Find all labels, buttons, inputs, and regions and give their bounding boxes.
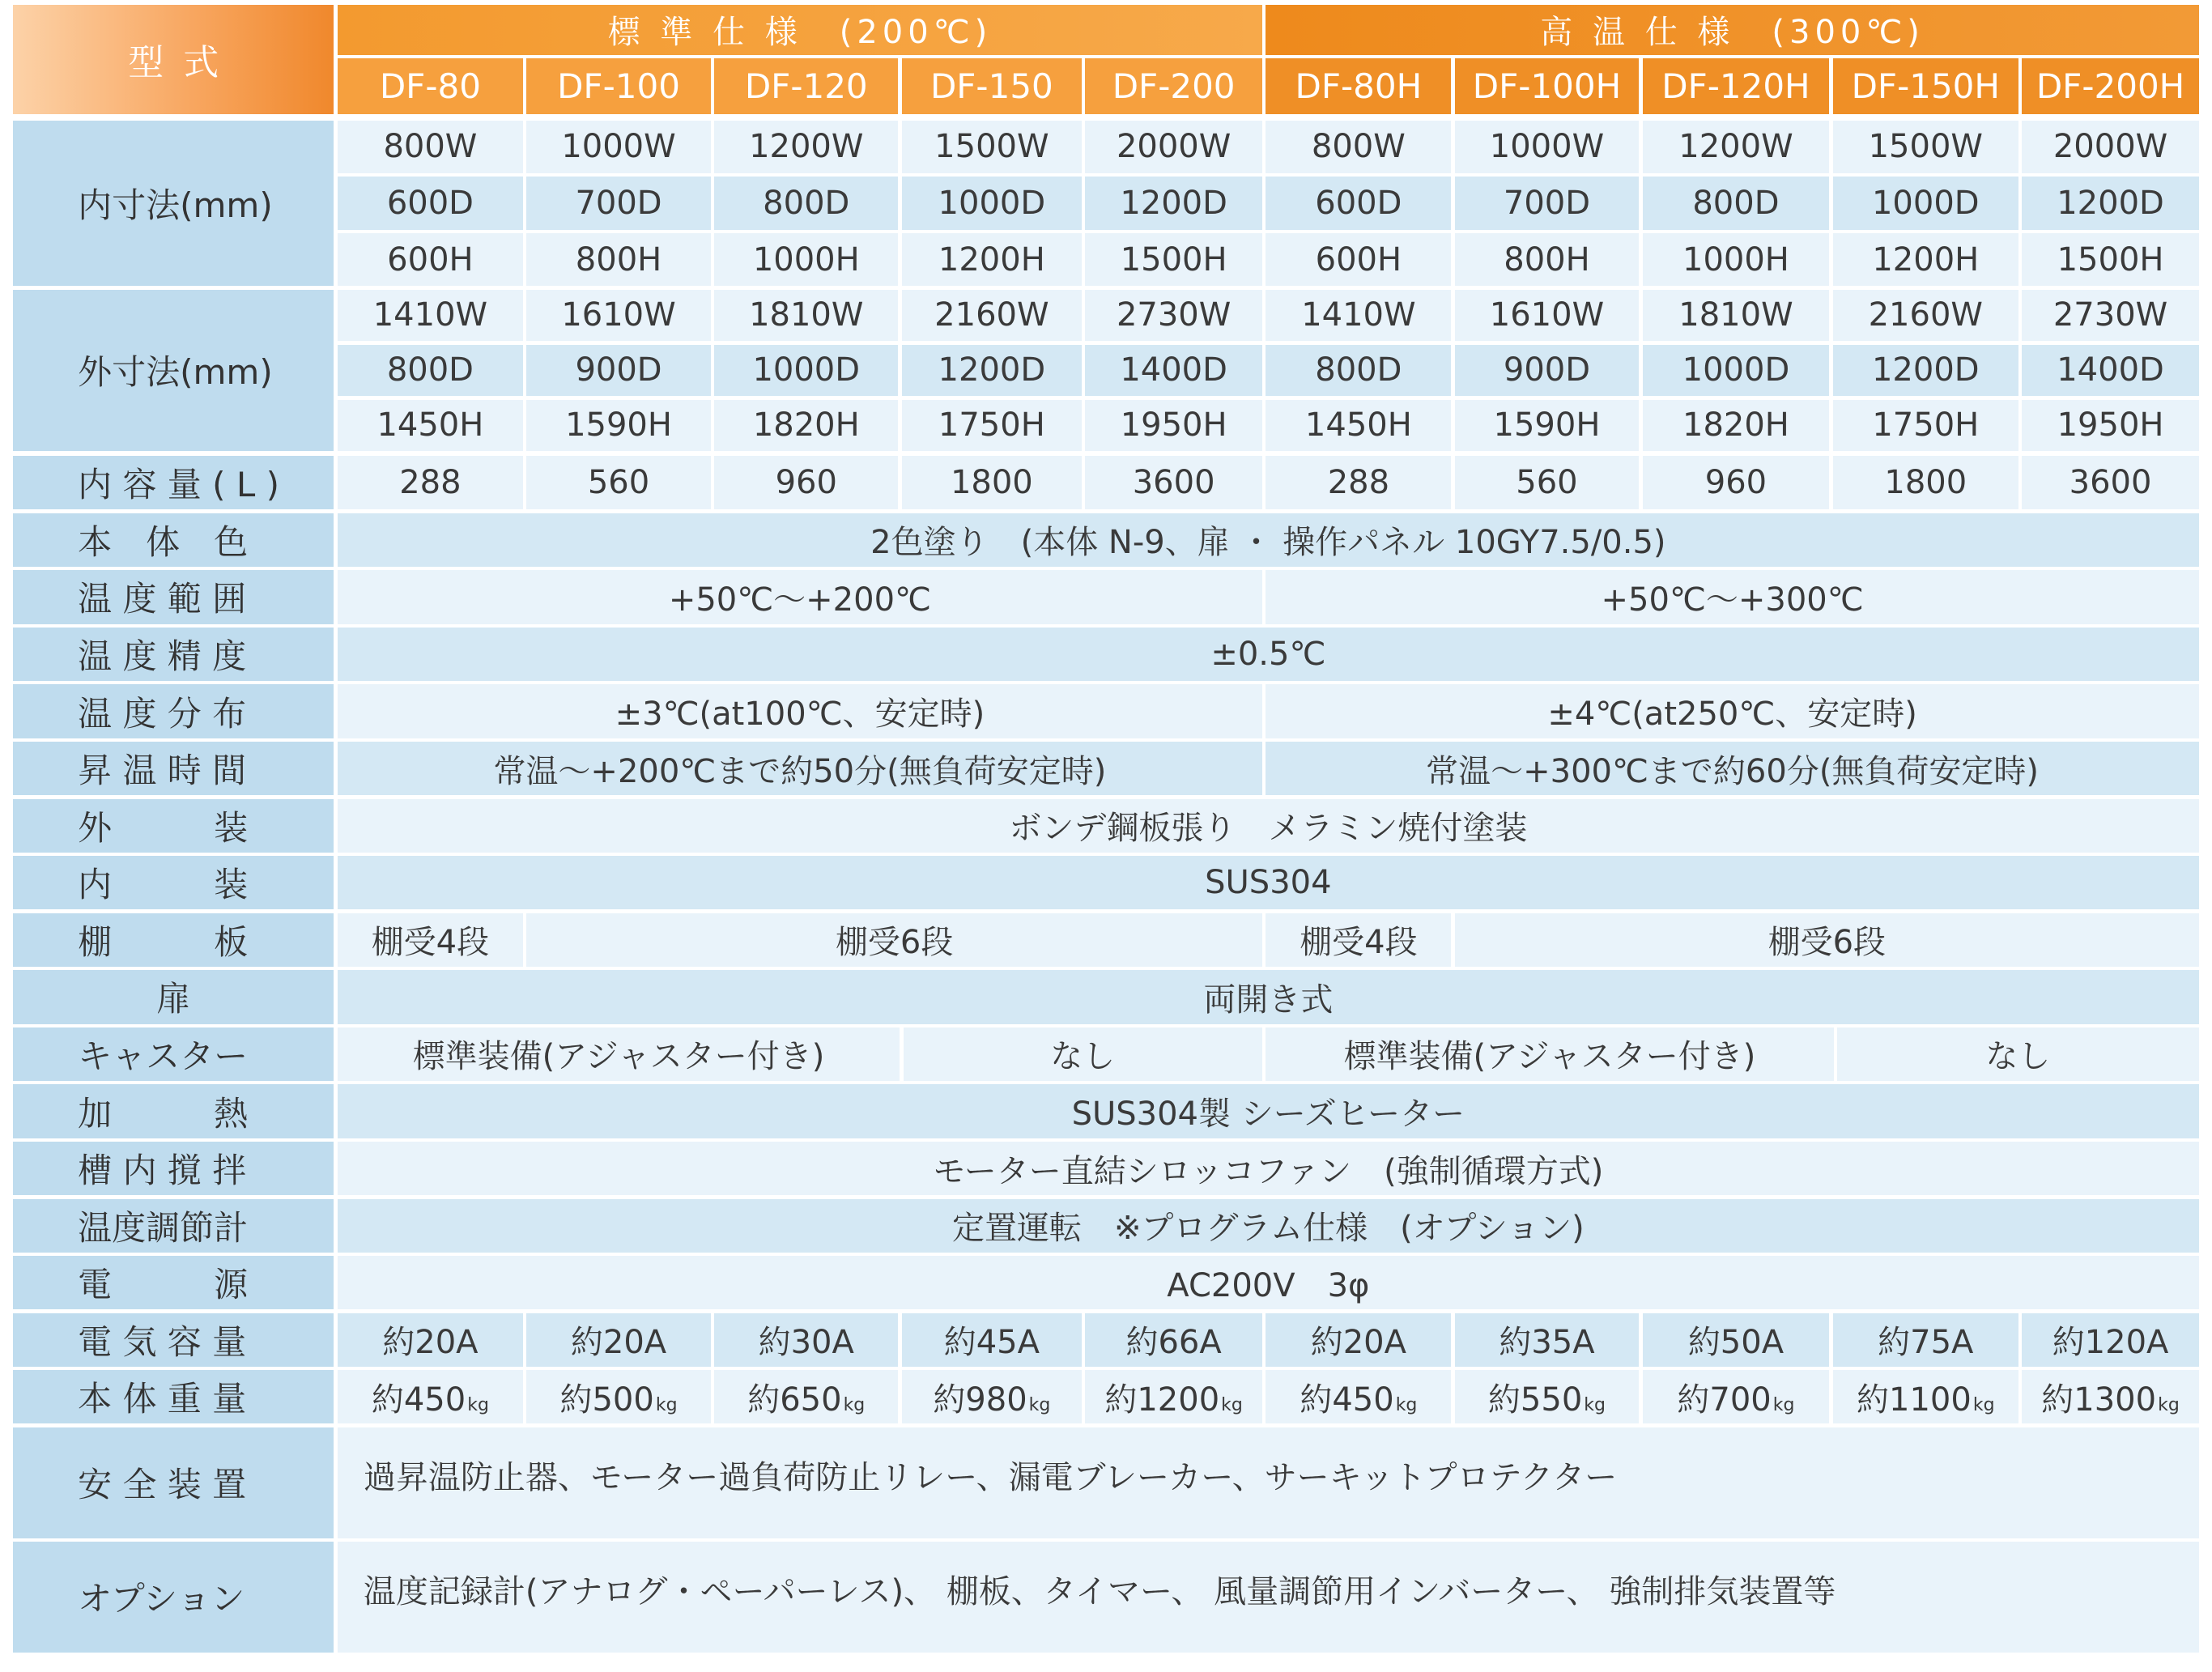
- weight-number: 約500: [559, 1381, 654, 1419]
- power-capacity-value: 約45A: [902, 1313, 1082, 1367]
- inner-dimensions-value: 600H: [1266, 233, 1451, 286]
- model-header: 型式: [13, 5, 334, 114]
- weight-unit: kg: [1028, 1395, 1051, 1416]
- power-capacity-value: 約75A: [1833, 1313, 2018, 1367]
- outer-dimensions-value: 1820H: [714, 400, 898, 452]
- outer-dimensions-value: 2160W: [902, 290, 1082, 342]
- inner-dimensions-value: 2000W: [2022, 121, 2199, 173]
- weight-number: 約450: [1300, 1381, 1394, 1419]
- model-name-cell: DF-150: [902, 58, 1082, 114]
- door-label: 扉: [13, 970, 334, 1023]
- inner-dimensions-value: 1000W: [526, 121, 710, 173]
- weight-unit: kg: [1972, 1395, 1995, 1416]
- weight-unit: kg: [1584, 1395, 1606, 1416]
- weight-number: 約1200: [1104, 1381, 1220, 1419]
- outer-dimensions-value: 800D: [338, 345, 523, 397]
- interior-label: 内 装: [13, 856, 334, 909]
- inner-dimensions-label: 内寸法(mm): [13, 121, 334, 287]
- inner-dimensions-value: 1000H: [714, 233, 898, 286]
- caster-label: キャスター: [13, 1027, 334, 1081]
- power-label: 電 源: [13, 1256, 334, 1309]
- shelf-std-small: 棚受4段: [338, 913, 523, 967]
- option-value: 温度記録計(アナログ・ペーパーレス)、 棚板、タイマー、 風量調節用インバーター、 強制排気装置等: [338, 1542, 2199, 1653]
- capacity-value: 3600: [1085, 456, 1262, 509]
- power-capacity-value: 約50A: [1643, 1313, 1830, 1367]
- heating-value: SUS304製 シーズヒーター: [338, 1084, 2199, 1138]
- power-capacity-value: 約66A: [1085, 1313, 1262, 1367]
- capacity-value: 3600: [2022, 456, 2199, 509]
- inner-dimensions-value: 600H: [338, 233, 523, 286]
- weight-value: [2022, 1370, 2199, 1423]
- inner-dimensions-value: 800W: [1266, 121, 1451, 173]
- weight-label: 本 体 重 量: [13, 1370, 334, 1423]
- shelf-std-rest: 棚受6段: [526, 913, 1262, 967]
- outer-dimensions-value: 2730W: [1085, 290, 1262, 342]
- capacity-label: 内 容 量 ( L ): [13, 456, 334, 509]
- inner-dimensions-value: 800H: [1455, 233, 1639, 286]
- weight-number: 約550: [1487, 1381, 1583, 1419]
- temp-range-hi: +50℃～+300℃: [1266, 570, 2199, 623]
- outer-dimensions-value: 1950H: [2022, 400, 2199, 452]
- model-name-cell: DF-120: [714, 58, 898, 114]
- inner-dimensions-value: 1500H: [2022, 233, 2199, 286]
- inner-dimensions-value: 800D: [714, 177, 898, 229]
- outer-dimensions-value: 1450H: [1266, 400, 1451, 452]
- power-value: AC200V 3φ: [338, 1256, 2199, 1309]
- outer-dimensions-label: 外寸法(mm): [13, 290, 334, 451]
- power-capacity-value: 約20A: [338, 1313, 523, 1367]
- temp-accuracy-value: ±0.5℃: [338, 628, 2199, 681]
- outer-dimensions-value: 1750H: [1833, 400, 2018, 452]
- model-name-cell: DF-100H: [1455, 58, 1639, 114]
- inner-dimensions-value: 1500W: [902, 121, 1082, 173]
- safety-value: 過昇温防止器、モーター過負荷防止リレー、漏電ブレーカー、サーキットプロテクター: [338, 1427, 2199, 1538]
- heating-label: 加 熱: [13, 1084, 334, 1138]
- capacity-value: 960: [1643, 456, 1830, 509]
- weight-value: [1833, 1370, 2018, 1423]
- model-name-cell: DF-200: [1085, 58, 1262, 114]
- capacity-value: 960: [714, 456, 898, 509]
- power-capacity-value: 約30A: [714, 1313, 898, 1367]
- inner-dimensions-value: 600D: [1266, 177, 1451, 229]
- inner-dimensions-value: 1200W: [714, 121, 898, 173]
- caster-hi-no: なし: [1837, 1027, 2199, 1081]
- model-name-cell: DF-200H: [2022, 58, 2199, 114]
- temp-distribution-std: ±3℃(at100℃、安定時): [338, 684, 1262, 738]
- inner-dimensions-value: 2000W: [1085, 121, 1262, 173]
- power-capacity-value: 約20A: [526, 1313, 710, 1367]
- outer-dimensions-value: 2730W: [2022, 290, 2199, 342]
- outer-dimensions-value: 1810W: [714, 290, 898, 342]
- controller-value: 定置運転 ※プログラム仕様 (オプション): [338, 1199, 2199, 1253]
- body-color-value: 2色塗り (本体 N-9、扉 ・ 操作パネル 10GY7.5/0.5): [338, 513, 2199, 567]
- capacity-value: 1800: [902, 456, 1082, 509]
- outer-dimensions-value: 1000D: [714, 345, 898, 397]
- weight-unit: kg: [655, 1395, 678, 1416]
- weight-unit: kg: [2158, 1395, 2180, 1416]
- model-name-cell: DF-150H: [1833, 58, 2018, 114]
- temp-distribution-label: 温 度 分 布: [13, 684, 334, 738]
- power-capacity-label: 電 気 容 量: [13, 1313, 334, 1367]
- weight-value: [1643, 1370, 1830, 1423]
- stirring-label: 槽 内 撹 拌: [13, 1142, 334, 1195]
- weight-number: 約1100: [1857, 1381, 1972, 1419]
- shelf-label: 棚 板: [13, 913, 334, 967]
- weight-value: [902, 1370, 1082, 1423]
- outer-dimensions-value: 1820H: [1643, 400, 1830, 452]
- weight-number: 約980: [933, 1381, 1027, 1419]
- outer-dimensions-value: 1610W: [1455, 290, 1639, 342]
- outer-dimensions-value: 1590H: [526, 400, 710, 452]
- weight-value: [1266, 1370, 1451, 1423]
- caster-std-yes: 標準装備(アジャスター付き): [338, 1027, 900, 1081]
- outer-dimensions-value: 900D: [1455, 345, 1639, 397]
- capacity-value: 288: [338, 456, 523, 509]
- inner-dimensions-value: 1200H: [1833, 233, 2018, 286]
- weight-unit: kg: [467, 1395, 489, 1416]
- inner-dimensions-value: 1000D: [1833, 177, 2018, 229]
- safety-label: 安 全 装 置: [13, 1427, 334, 1538]
- caster-std-no: なし: [904, 1027, 1262, 1081]
- shelf-hi-rest: 棚受6段: [1455, 913, 2199, 967]
- weight-value: [338, 1370, 523, 1423]
- controller-label: 温度調節計: [13, 1199, 334, 1253]
- model-name-cell: DF-100: [526, 58, 710, 114]
- weight-unit: kg: [1221, 1395, 1243, 1416]
- outer-dimensions-value: 1590H: [1455, 400, 1639, 452]
- inner-dimensions-value: 700D: [526, 177, 710, 229]
- model-name-cell: DF-80H: [1266, 58, 1451, 114]
- interior-value: SUS304: [338, 856, 2199, 909]
- model-name-cell: DF-120H: [1643, 58, 1830, 114]
- outer-dimensions-value: 1450H: [338, 400, 523, 452]
- temp-distribution-hi: ±4℃(at250℃、安定時): [1266, 684, 2199, 738]
- inner-dimensions-value: 1500W: [1833, 121, 2018, 173]
- door-value: 両開き式: [338, 970, 2199, 1023]
- exterior-value: ボンデ鋼板張り メラミン焼付塗装: [338, 799, 2199, 853]
- outer-dimensions-value: 900D: [526, 345, 710, 397]
- outer-dimensions-value: 1810W: [1643, 290, 1830, 342]
- outer-dimensions-value: 1410W: [338, 290, 523, 342]
- temp-range-std: +50℃～+200℃: [338, 570, 1262, 623]
- inner-dimensions-value: 1200H: [902, 233, 1082, 286]
- inner-dimensions-value: 800W: [338, 121, 523, 173]
- weight-number: 約650: [747, 1381, 842, 1419]
- inner-dimensions-value: 600D: [338, 177, 523, 229]
- weight-value: [1085, 1370, 1262, 1423]
- capacity-value: 560: [1455, 456, 1639, 509]
- inner-dimensions-value: 1000H: [1643, 233, 1830, 286]
- inner-dimensions-value: 700D: [1455, 177, 1639, 229]
- weight-number: 約700: [1677, 1381, 1772, 1419]
- weight-unit: kg: [843, 1395, 866, 1416]
- model-name-cell: DF-80: [338, 58, 523, 114]
- inner-dimensions-value: 800H: [526, 233, 710, 286]
- shelf-hi-small: 棚受4段: [1266, 913, 1451, 967]
- temp-accuracy-label: 温 度 精 度: [13, 628, 334, 681]
- outer-dimensions-value: 800D: [1266, 345, 1451, 397]
- high-temp-spec-header: 高 温 仕 様 (300℃): [1266, 5, 2199, 55]
- inner-dimensions-value: 1000W: [1455, 121, 1639, 173]
- outer-dimensions-value: 1200D: [902, 345, 1082, 397]
- outer-dimensions-value: 1950H: [1085, 400, 1262, 452]
- weight-value: [1455, 1370, 1639, 1423]
- capacity-value: 1800: [1833, 456, 2018, 509]
- outer-dimensions-value: 1200D: [1833, 345, 2018, 397]
- outer-dimensions-value: 2160W: [1833, 290, 2018, 342]
- weight-number: 約1300: [2041, 1381, 2157, 1419]
- weight-value: [714, 1370, 898, 1423]
- power-capacity-value: 約120A: [2022, 1313, 2199, 1367]
- rise-time-label: 昇 温 時 間: [13, 742, 334, 795]
- standard-spec-header: 標 準 仕 様 (200℃): [338, 5, 1262, 55]
- outer-dimensions-value: 1410W: [1266, 290, 1451, 342]
- outer-dimensions-value: 1000D: [1643, 345, 1830, 397]
- outer-dimensions-value: 1400D: [1085, 345, 1262, 397]
- inner-dimensions-value: 800D: [1643, 177, 1830, 229]
- weight-number: 約450: [371, 1381, 466, 1419]
- inner-dimensions-value: 1000D: [902, 177, 1082, 229]
- stirring-value: モーター直結シロッコファン (強制循環方式): [338, 1142, 2199, 1195]
- outer-dimensions-value: 1400D: [2022, 345, 2199, 397]
- capacity-value: 560: [526, 456, 710, 509]
- inner-dimensions-value: 1200W: [1643, 121, 1830, 173]
- outer-dimensions-value: 1610W: [526, 290, 710, 342]
- capacity-value: 288: [1266, 456, 1451, 509]
- option-label: オプション: [13, 1542, 334, 1653]
- weight-unit: kg: [1395, 1395, 1418, 1416]
- body-color-label: 本 体 色: [13, 513, 334, 567]
- weight-value: [526, 1370, 710, 1423]
- caster-hi-yes: 標準装備(アジャスター付き): [1266, 1027, 1833, 1081]
- inner-dimensions-value: 1500H: [1085, 233, 1262, 286]
- outer-dimensions-value: 1750H: [902, 400, 1082, 452]
- inner-dimensions-value: 1200D: [1085, 177, 1262, 229]
- power-capacity-value: 約35A: [1455, 1313, 1639, 1367]
- inner-dimensions-value: 1200D: [2022, 177, 2199, 229]
- power-capacity-value: 約20A: [1266, 1313, 1451, 1367]
- exterior-label: 外 装: [13, 799, 334, 853]
- rise-time-std: 常温～+200℃まで約50分(無負荷安定時): [338, 742, 1262, 795]
- temp-range-label: 温 度 範 囲: [13, 570, 334, 623]
- rise-time-hi: 常温～+300℃まで約60分(無負荷安定時): [1266, 742, 2199, 795]
- weight-unit: kg: [1772, 1395, 1795, 1416]
